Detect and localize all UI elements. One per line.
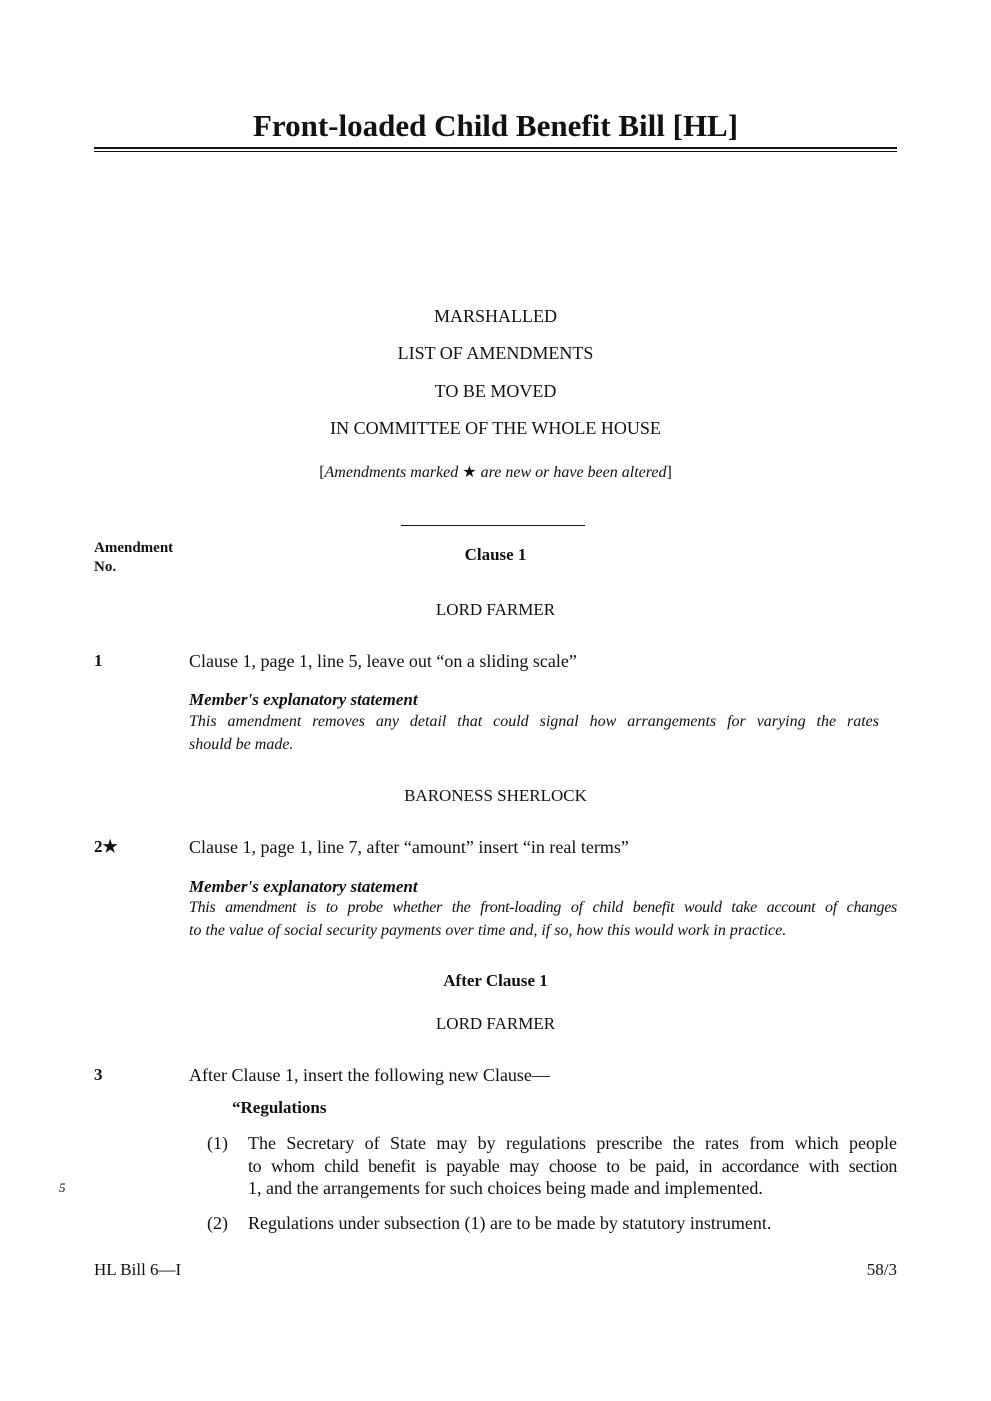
statement-line: to the value of social security payments over time and, if so, how this would work in practice.	[189, 922, 787, 939]
section-divider	[401, 525, 585, 526]
member-name: LORD FARMER	[435, 600, 556, 619]
amendments-note	[94, 465, 897, 481]
intro-line: IN COMMITTEE OF THE WHOLE HOUSE	[330, 418, 661, 438]
margin-line-number: 5	[59, 1180, 66, 1195]
amendment-number: 1	[94, 651, 103, 670]
bracket: [	[319, 464, 325, 481]
intro-line: TO BE MOVED	[434, 381, 557, 401]
bracket: ]	[666, 464, 672, 481]
subsection-number: (1)	[207, 1133, 228, 1153]
amendment-text: Clause 1, page 1, line 5, leave out “on a sliding scale”	[189, 651, 577, 671]
new-clause-title: “Regulations	[232, 1098, 327, 1117]
subsection-line: Regulations under subsection (1) are to be made by statutory instrument.	[248, 1213, 772, 1233]
amendment-number: 3	[94, 1065, 103, 1084]
note-text: are new or have been altered	[476, 464, 667, 481]
section-heading: Clause 1	[464, 545, 527, 564]
page-title: Front-loaded Child Benefit Bill [HL]	[252, 108, 739, 143]
statement-line: This amendment is to probe whether the front-loading of child benefit would take account of changes	[189, 899, 897, 916]
title-rule-thin	[94, 151, 897, 152]
subsection-line: to whom child benefit is payable may choose to be paid, in accordance with section	[248, 1156, 897, 1176]
intro-line: LIST OF AMENDMENTS	[397, 343, 594, 363]
statement-heading: Member's explanatory statement	[189, 690, 418, 709]
title-rule-thick	[94, 147, 897, 149]
note-text: Amendments marked	[324, 464, 463, 481]
statement-heading: Member's explanatory statement	[189, 877, 418, 896]
footer-bill-number: HL Bill 6—I	[94, 1260, 182, 1279]
amendment-text: Clause 1, page 1, line 7, after “amount” insert “in real terms”	[189, 837, 629, 857]
column-label: No.	[94, 559, 117, 575]
section-heading: After Clause 1	[443, 971, 548, 990]
statement-line: should be made.	[189, 736, 294, 753]
subsection-number: (2)	[207, 1213, 228, 1233]
subsection-line: 1, and the arrangements for such choices being made and implemented.	[248, 1178, 763, 1198]
statement-line: This amendment removes any detail that could signal how arrangements for varying the rates	[189, 713, 879, 730]
footer-print-number: 58/3	[866, 1260, 897, 1279]
intro-line: MARSHALLED	[433, 306, 557, 326]
amendment-text: After Clause 1, insert the following new Clause—	[189, 1065, 550, 1085]
amendment-number: 2★	[94, 837, 118, 856]
column-label: Amendment	[94, 540, 174, 556]
member-name: BARONESS SHERLOCK	[404, 786, 587, 805]
subsection-line: The Secretary of State may by regulations prescribe the rates from which people	[248, 1133, 897, 1153]
member-name: LORD FARMER	[435, 1014, 556, 1033]
star-icon: ★	[462, 464, 477, 481]
